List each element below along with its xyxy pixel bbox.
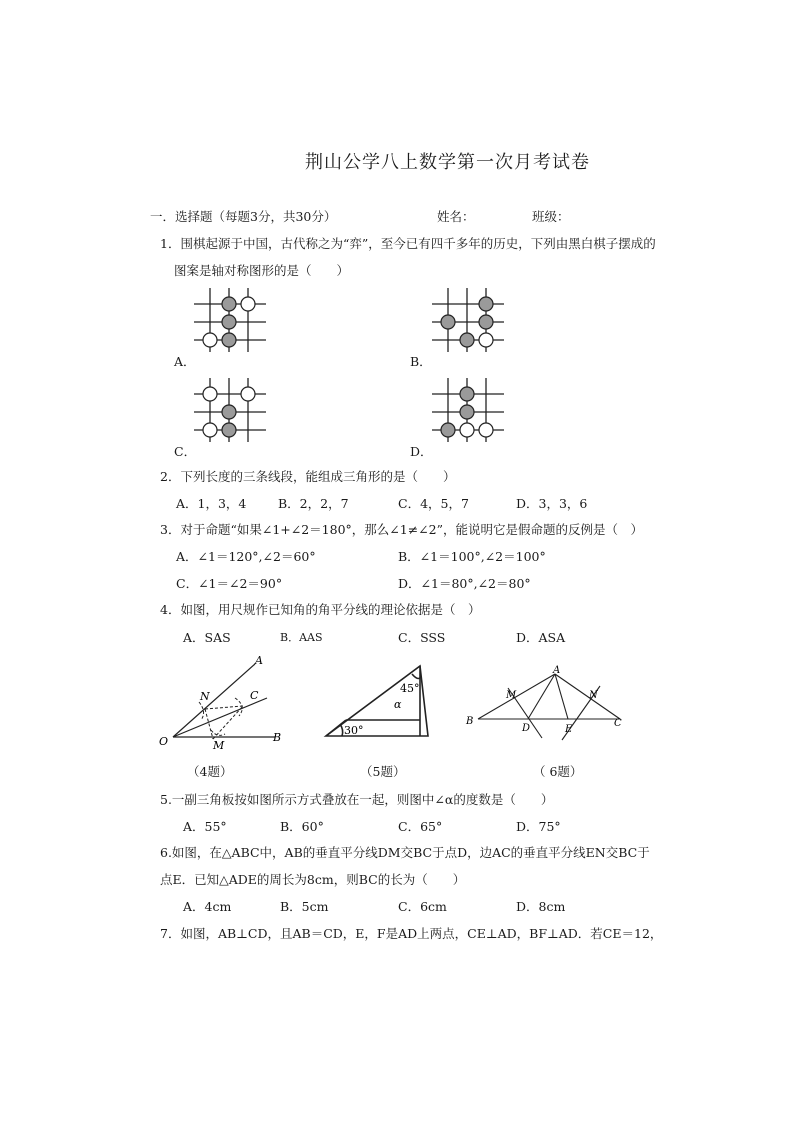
fig6-label-n: N: [589, 690, 598, 701]
q1-option-a-label: A．: [174, 354, 196, 369]
q7-stem: 7．如图，AB⊥CD，且AB＝CD，E，F是AD上两点，CE⊥AD，BF⊥AD．若CE＝12，: [160, 926, 663, 941]
q3-stem: 3．对于命题“如果∠1+∠2＝180°，那么∠1≠∠2”，能说明它是假命题的反例是（ ）: [160, 522, 643, 537]
q4-option-a: A．SAS: [183, 630, 231, 645]
q1-option-b-label: B．: [410, 354, 432, 369]
q3-option-d: D．∠1＝80°,∠2＝80°: [398, 576, 531, 591]
q1-option-c-label: C．: [174, 444, 197, 459]
q1-option-d-label: D．: [410, 444, 433, 459]
fig6-label-m: M: [506, 690, 517, 701]
q3-option-c: C．∠1＝∠2＝90°: [176, 576, 283, 591]
q4-option-c: C．SSS: [398, 630, 446, 645]
name-label: 姓名：: [437, 209, 475, 224]
q2-option-d: D．3，3，6: [516, 496, 588, 511]
figure-4-angle-bisector: [155, 652, 295, 752]
fig5-label-45: 45°: [400, 682, 420, 695]
q6-option-c: C．6cm: [398, 899, 447, 914]
q6-option-d: D．8cm: [516, 899, 566, 914]
q5-option-d: D．75°: [516, 819, 561, 834]
fig5-label-alpha: α: [394, 698, 402, 711]
fig5-caption: （5题）: [360, 764, 406, 779]
page-title: 荆山公学八上数学第一次月考试卷: [305, 152, 590, 173]
fig4-label-m: M: [213, 739, 225, 752]
q2-option-b: B．2，2，7: [278, 496, 349, 511]
q1-stem-line2: 图案是轴对称图形的是（ ）: [174, 263, 350, 278]
q2-option-a: A．1，3，4: [176, 496, 247, 511]
fig6-label-b: B: [466, 716, 474, 727]
q3-option-b: B．∠1＝100°,∠2＝100°: [398, 549, 546, 564]
q5-option-c: C．65°: [398, 819, 443, 834]
fig4-label-b: B: [273, 731, 282, 744]
q5-stem: 5.一副三角板按如图所示方式叠放在一起，则图中∠α的度数是（ ）: [160, 792, 554, 807]
go-pattern-d: [428, 376, 508, 444]
go-pattern-a: [190, 286, 270, 354]
q5-option-a: A．55°: [183, 819, 227, 834]
q3-option-a: A．∠1＝120°,∠2＝60°: [176, 549, 316, 564]
q6-stem-line2: 点E．已知△ADE的周长为8cm，则BC的长为（ ）: [160, 872, 466, 887]
fig6-label-d: D: [522, 723, 531, 734]
fig4-label-c: C: [250, 689, 259, 702]
fig4-label-a: A: [255, 654, 263, 667]
q6-option-a: A．4cm: [183, 899, 232, 914]
fig4-label-n: N: [200, 690, 210, 703]
fig6-caption: （ 6题）: [533, 764, 583, 779]
q6-option-b: B．5cm: [280, 899, 329, 914]
fig6-label-e: E: [565, 724, 573, 735]
q4-option-d: D．ASA: [516, 630, 566, 645]
fig5-label-30: 30°: [344, 724, 364, 737]
q4-option-b: B．AAS: [280, 631, 323, 644]
figure-6-perpendicular-bisectors: [462, 664, 632, 748]
q4-stem: 4．如图，用尺规作已知角的角平分线的理论依据是（ ）: [160, 602, 481, 617]
fig6-label-a: A: [553, 665, 561, 676]
q5-option-b: B．60°: [280, 819, 324, 834]
fig6-label-c: C: [614, 718, 622, 729]
go-pattern-b: [428, 286, 508, 354]
section-heading: 一．选择题（每题3分，共30分）: [150, 209, 337, 224]
class-label: 班级：: [532, 209, 570, 224]
fig4-caption: （4题）: [187, 764, 233, 779]
q2-stem: 2．下列长度的三条线段，能组成三角形的是（ ）: [160, 469, 456, 484]
go-pattern-c: [190, 376, 270, 444]
q6-stem-line1: 6.如图，在△ABC中，AB的垂直平分线DM交BC于点D，边AC的垂直平分线EN交BC于: [160, 845, 650, 860]
fig4-label-o: O: [159, 735, 169, 748]
q1-stem-line1: 1．围棋起源于中国，古代称之为“弈”，至今已有四千多年的历史，下列由黑白棋子摆成的: [160, 236, 656, 251]
q2-option-c: C．4，5，7: [398, 496, 469, 511]
figure-5-set-squares: [320, 660, 440, 744]
